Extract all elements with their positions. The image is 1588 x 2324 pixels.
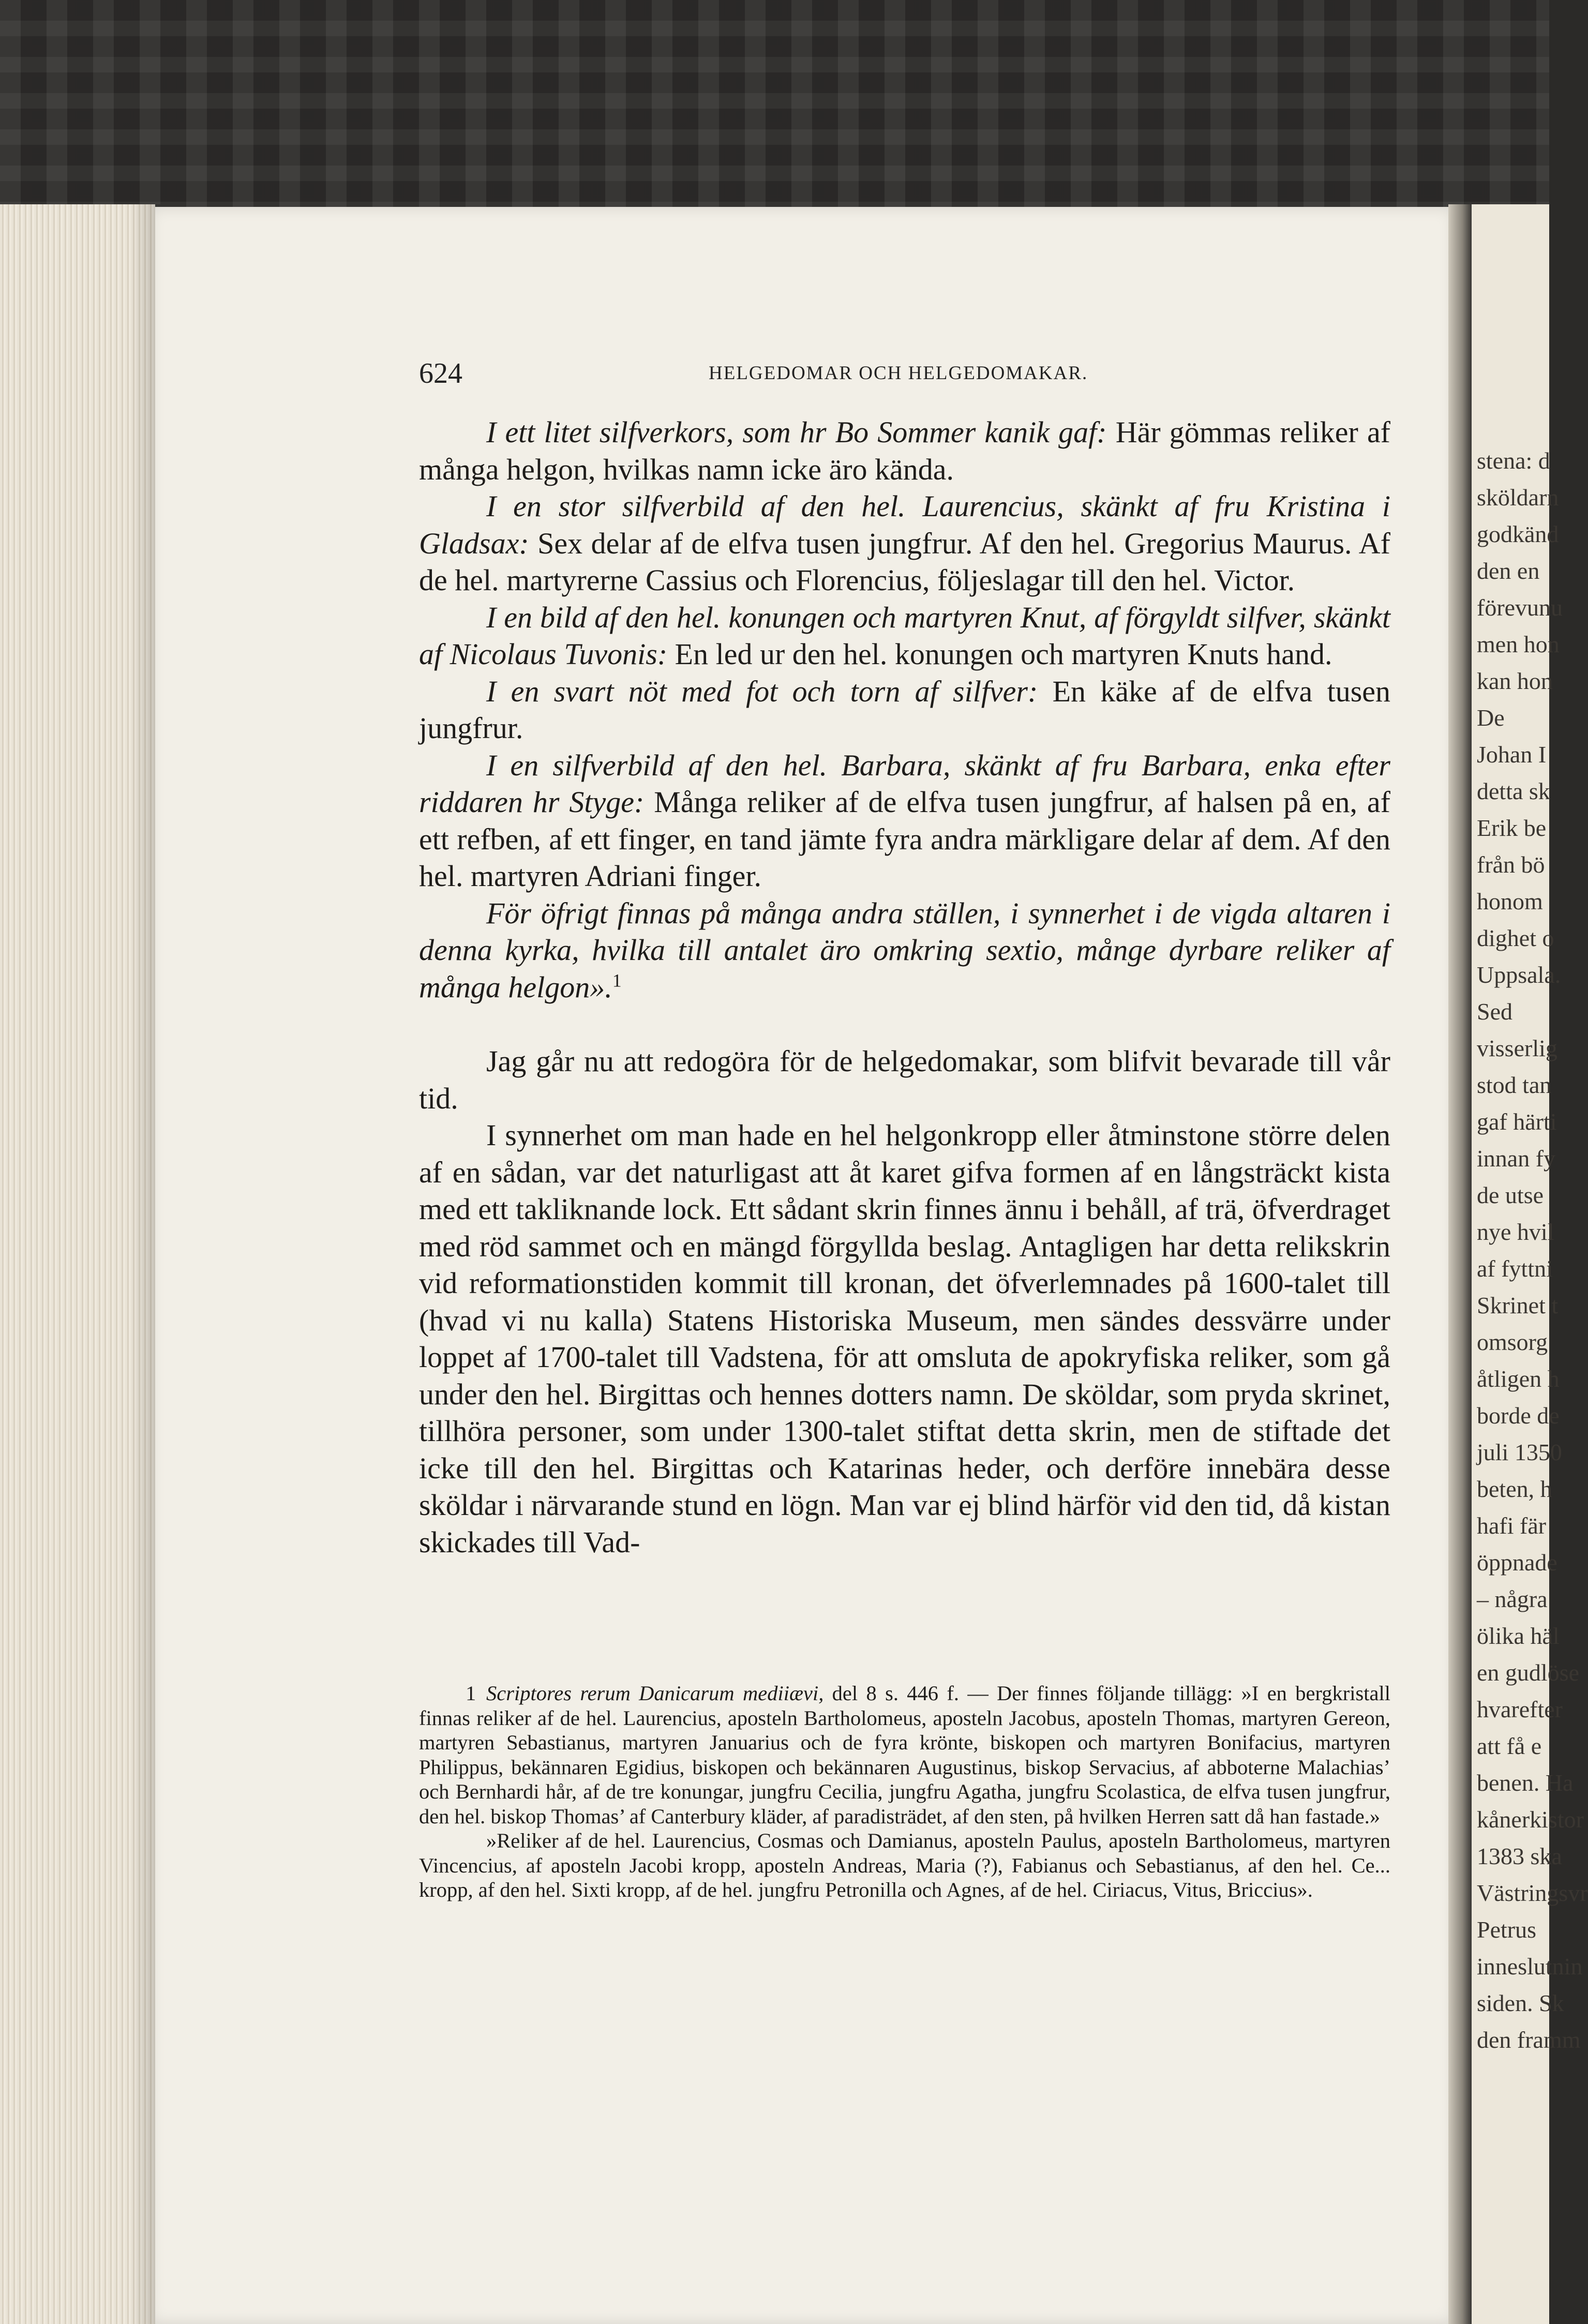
- paragraph-italic-lead: I en stor silfverbild af den hel. Laurencius, skänkt af fru Kristina i Gladsax:: [419, 489, 1390, 560]
- facing-page-line: Petrus: [1477, 1916, 1536, 1943]
- paragraph: I synnerhet om man hade en hel helgonkropp eller åtminstone större delen af en sådan, var det naturligast att åt karet gifva formen af en långsträckt kista med ett takliknande lock. Ett sådant skrin finnes ännu i behåll, af trä, öfverdraget med röd sammet och en mängd förgyllda beslag. Antagligen har detta relikskrin vid reformationstiden kommit till kronan, det öfverlemnades på 1600-talet till (hvad vi nu kalla) Statens Historiska Museum, men sändes dessvärre under loppet af 1700-talet till Vadstena, för att omsluta de apokryfiska reliker, som gå under den hel. Birgittas och hennes dotters namn. De sköldar, som pryda skrinet, tillhöra personer, som under 1300-talet stiftat detta skrin, men de stiftade det icke till den hel. Birgittas och Katarinas heder, och derföre innebära desse sköldar i närvarande stund en lögn. Man var ej blind härför vid den tid, då kistan skickades till Vad-: [419, 1118, 1390, 1559]
- footnote: [419, 1681, 1390, 1828]
- background-top: [0, 0, 1549, 217]
- facing-page-line: borde de: [1477, 1402, 1560, 1429]
- facing-page-line: de utse: [1477, 1182, 1544, 1208]
- facing-page-line: Västringsvr: [1477, 1880, 1588, 1906]
- facing-page-line: Erik be: [1477, 815, 1547, 841]
- paragraph: [419, 747, 1390, 895]
- facing-page-line: åtligen h: [1477, 1366, 1560, 1392]
- footnote-source: Scriptores rerum Danicarum mediiævi,: [486, 1682, 824, 1705]
- page-header: [419, 357, 1402, 393]
- facing-page-line: den en: [1477, 558, 1540, 584]
- paragraph-italic: För öfrigt finnas på många andra ställen, i synnerhet i de vigda altaren i denna kyrka, hvilka till antalet äro omkring sextio, månge dyrbare reliker af många helgon».: [419, 896, 1390, 1004]
- footnote-text: del 8 s. 446 f. — Der finnes följande tillägg: »I en bergkristall finnas reliker af de hel. Laurencius, aposteln Bartholomeus, aposteln Jacobus, aposteln Thomas, martyren Gereon, martyren Sebastianus, martyren Januarius och de fyra krönte, biskopen och martyren Bonifacius, martyren Philippus, bekännaren Egidius, biskopen och bekännaren Augustinus, biskop Servacius, af abboterne Malachias’ och Bernhardi hår, af de tre konungar, jungfru Cecilia, jungfru Agatha, jungfru Scolastica, de elfva tusen jungfrur, den hel. biskop Thomas’ af Canterbury kläder, af paradisträdet, af den sten, på hvilken Herren satt då han fastade.»: [419, 1682, 1390, 1828]
- facing-page-line: stena: d: [1477, 447, 1550, 474]
- body-text: [419, 414, 1390, 1561]
- facing-page-line: inneslutnin: [1477, 1953, 1583, 1980]
- facing-page-line: förevunu: [1477, 594, 1563, 621]
- facing-page-line: benen. Ha: [1477, 1770, 1574, 1796]
- facing-page-text: [1477, 442, 1588, 2058]
- facing-page-line: öppnade: [1477, 1549, 1557, 1576]
- footnotes: [419, 1681, 1390, 1902]
- paragraph-italic-lead: I en svart nöt med fot och torn af silfver:: [486, 674, 1038, 708]
- facing-page-line: Uppsala.: [1477, 962, 1561, 988]
- facing-page-line: Johan I: [1477, 741, 1547, 768]
- facing-page-line: juli 1350: [1477, 1439, 1562, 1465]
- facing-page-line: 1383 ska: [1477, 1843, 1562, 1869]
- facing-page-line: nye hvil: [1477, 1219, 1554, 1245]
- facing-page-line: godkänd: [1477, 521, 1559, 547]
- facing-page-line: – några: [1477, 1586, 1548, 1612]
- facing-page-line: men hon: [1477, 631, 1560, 657]
- footnote-ref: 1: [612, 970, 622, 991]
- facing-page-line: att få e: [1477, 1733, 1542, 1759]
- facing-page-line: en gudlöse: [1477, 1659, 1580, 1686]
- footnote-number: 1: [466, 1682, 476, 1705]
- facing-page-line: omsorg: [1477, 1329, 1548, 1355]
- facing-page-line: innan fy: [1477, 1145, 1556, 1172]
- paragraph: [419, 599, 1390, 673]
- facing-page-line: sköldarn: [1477, 484, 1559, 511]
- facing-page-line: De: [1477, 704, 1505, 731]
- facing-page-line: visserlig: [1477, 1035, 1557, 1061]
- facing-page-line: ölika häl: [1477, 1623, 1560, 1649]
- paragraph-text: Många reliker af de elfva tusen jungfrur, af halsen på en, af ett refben, af ett finger, en tand jämte fyra andra märkligare delar af dem. Af den hel. martyren Adriani finger.: [419, 785, 1390, 893]
- facing-page-line: Sed: [1477, 998, 1512, 1025]
- paragraph-italic-lead: I en silfverbild af den hel. Barbara, skänkt af fru Barbara, enka efter riddaren hr Styge:: [419, 748, 1390, 819]
- paragraph: [419, 488, 1390, 599]
- facing-page-line: siden. Sk: [1477, 1990, 1564, 2016]
- paragraph: Jag går nu att redogöra för de helgedomakar, som blifvit bevarade till vår tid.: [419, 1044, 1390, 1115]
- facing-page-line: detta sk: [1477, 778, 1550, 804]
- facing-page-line: hvarefter: [1477, 1696, 1563, 1722]
- facing-page-line: dighet o: [1477, 925, 1554, 951]
- paragraph: [419, 673, 1390, 747]
- paragraph-text: Här gömmas reliker af många helgon, hvilkas namn icke äro kända.: [419, 415, 1391, 486]
- facing-page-line: kan hon: [1477, 668, 1553, 694]
- facing-page-line: Skrinet t: [1477, 1292, 1559, 1318]
- running-head: HELGEDOMAR OCH HELGEDOMAKAR.: [709, 363, 1088, 384]
- facing-page-line: kånerkistor: [1477, 1806, 1584, 1833]
- footnote-continuation: »Reliker af de hel. Laurencius, Cosmas och Damianus, aposteln Paulus, aposteln Bartholomeus, martyren Vincencius, af aposteln Jacobi kropp, aposteln Andreas, Maria (?), Fabianus och Sebastianus, af den hel. Ce... kropp, af den hel. Sixti kropp, af de hel. jungfru Petronilla och Agnes, af de hel. Ciriacus, Vitus, Briccius».: [419, 1829, 1390, 1901]
- paragraph-italic-lead: I ett litet silfverkors, som hr Bo Sommer kanik gaf:: [486, 415, 1107, 449]
- book-gutter: [1448, 204, 1472, 2324]
- paragraph-text: Sex delar af de elfva tusen jungfrur. Af den hel. Gregorius Maurus. Af de hel. martyrerne Cassius och Florencius, följeslagar till den hel. Victor.: [419, 526, 1390, 597]
- facing-page-line: stod tan: [1477, 1072, 1552, 1098]
- facing-page-line: hafi fär: [1477, 1512, 1547, 1539]
- paragraph-text: En led ur den hel. konungen och martyren Knuts hand.: [667, 637, 1332, 671]
- facing-page-line: af fyttni: [1477, 1255, 1553, 1282]
- facing-page-line: den framm: [1477, 2027, 1581, 2053]
- paragraph-text: En käke af de elfva tusen jungfrur.: [419, 674, 1391, 745]
- facing-page-edge: [1472, 204, 1588, 2324]
- page-number: 624: [419, 357, 462, 389]
- facing-page-line: beten, h: [1477, 1476, 1552, 1502]
- paragraph: [419, 895, 1390, 1006]
- facing-page-line: honom: [1477, 888, 1543, 914]
- facing-page-line: gaf härti: [1477, 1108, 1557, 1135]
- paragraph-italic-lead: I en bild af den hel. konungen och martyren Knut, af förgyldt silfver, skänkt af Nicolaus Tuvonis:: [419, 600, 1390, 671]
- facing-page-line: från bö: [1477, 851, 1545, 878]
- paragraph: [419, 414, 1390, 488]
